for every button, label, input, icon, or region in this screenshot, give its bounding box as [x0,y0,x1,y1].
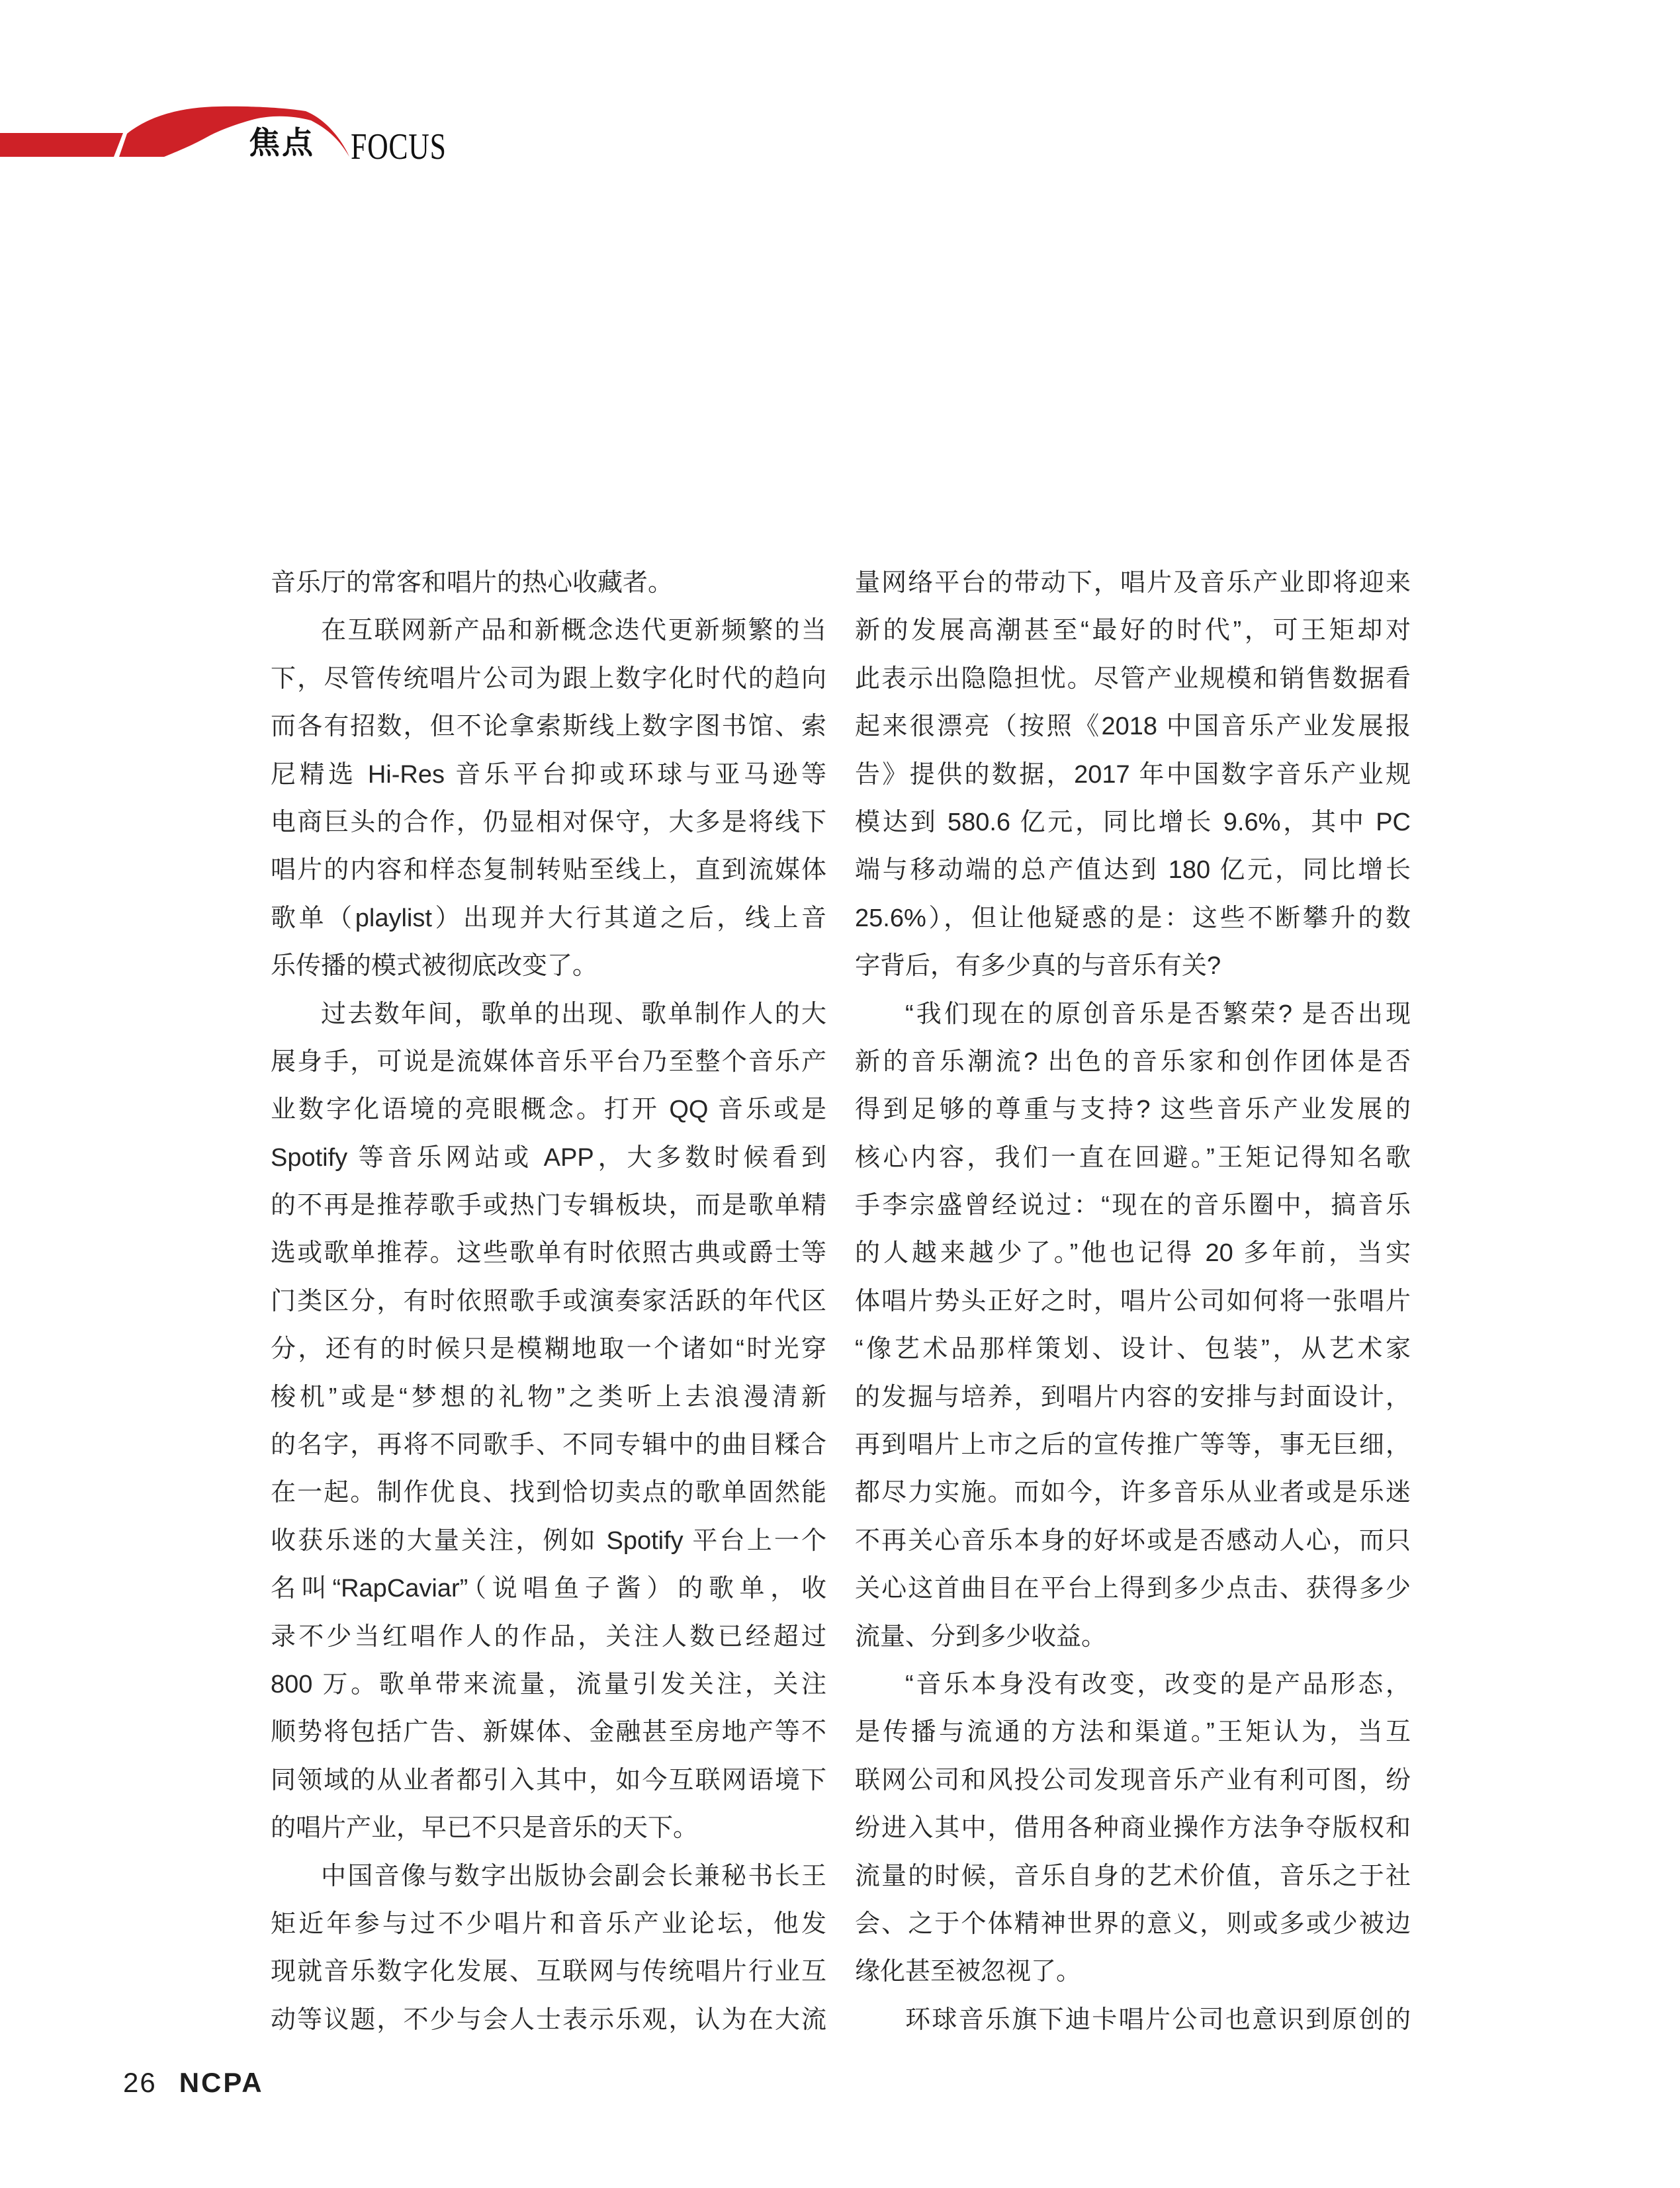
text-line: 同领域的从业者都引入其中，如今互联网语境下 [271,1766,826,1794]
text-line: 梭机”或是“梦想的礼物”之类听上去浪漫清新 [271,1383,826,1411]
text-line: 矩近年参与过不少唱片和音乐产业论坛，他发 [271,1909,826,1938]
text-line: 新的音乐潮流? 出色的音乐家和创作团体是否 [855,1047,1411,1076]
journal-name: NCPA [179,2067,264,2098]
text-line: “我们现在的原创音乐是否繁荣? 是否出现 [905,1000,1411,1028]
text-line: 歌单（playlist）出现并大行其道之后，线上音 [271,904,826,932]
text-line: 下，尽管传统唱片公司为跟上数字化时代的趋向 [271,664,826,693]
text-line: 量网络平台的带动下，唱片及音乐产业即将迎来 [855,569,1411,597]
text-line: 不再关心音乐本身的好坏或是否感动人心，而只 [855,1526,1411,1555]
text-line: 唱片的内容和样态复制转贴至线上，直到流媒体 [271,856,826,885]
text-line: 手李宗盛曾经说过：“现在的音乐圈中，搞音乐 [855,1192,1411,1220]
page-number: 26 [123,2067,157,2098]
text-line: 此表示出隐隐担忧。尽管产业规模和销售数据看 [855,664,1411,693]
text-line: 模达到 580.6 亿元，同比增长 9.6%，其中 PC [855,808,1411,836]
text-line: 起来很漂亮（按照《2018 中国音乐产业发展报 [855,713,1411,741]
text-line: 25.6%），但让他疑惑的是：这些不断攀升的数 [855,904,1411,932]
text-line: 选或歌单推荐。这些歌单有时依照古典或爵士等 [271,1239,826,1268]
text-line: 联网公司和风投公司发现音乐产业有利可图，纷 [855,1766,1411,1794]
text-line: 的名字，再将不同歌手、不同专辑中的曲目糅合 [271,1431,826,1460]
text-line: 收获乐迷的大量关注，例如 Spotify 平台上一个 [271,1526,826,1555]
text-line: 会、之于个体精神世界的意义，则或多或少被边 [855,1909,1411,1938]
text-line: 的不再是推荐歌手或热门专辑板块，而是歌单精 [271,1192,826,1220]
text-line: “像艺术品那样策划、设计、包装”，从艺术家 [855,1335,1411,1364]
text-line: 的唱片产业，早已不只是音乐的天下。 [271,1814,699,1843]
text-line: 新的发展高潮甚至“最好的时代”，可王矩却对 [855,617,1411,645]
text-line: 是传播与流通的方法和渠道。”王矩认为，当互 [855,1718,1411,1747]
text-line: 电商巨头的合作，仍显相对保守，大多是将线下 [271,808,826,836]
text-line: 800 万。歌单带来流量，流量引发关注，关注 [271,1670,826,1698]
text-line: 在一起。制作优良、找到恰切卖点的歌单固然能 [271,1479,826,1507]
text-line: 关心这首曲目在平台上得到多少点击、获得多少 [855,1575,1411,1603]
text-line: 环球音乐旗下迪卡唱片公司也意识到原创的 [905,2005,1411,2034]
text-line: 业数字化语境的亮眼概念。打开 QQ 音乐或是 [271,1096,826,1124]
text-line: 展身手，可说是流媒体音乐平台乃至整个音乐产 [271,1047,826,1076]
text-line: 名叫“RapCaviar”（说唱鱼子酱）的歌单，收 [271,1575,826,1603]
text-line: 动等议题，不少与会人士表示乐观，认为在大流 [271,2005,826,2034]
text-line: 告》提供的数据，2017 年中国数字音乐产业规 [855,760,1411,789]
text-line: 而各有招数，但不论拿索斯线上数字图书馆、索 [271,713,826,741]
text-line: 字背后，有多少真的与音乐有关? [855,952,1221,981]
text-line: 的发掘与培养，到唱片内容的安排与封面设计， [855,1383,1411,1411]
text-line: 现就音乐数字化发展、互联网与传统唱片行业互 [271,1958,826,1986]
section-title-cn: 焦点 [249,125,315,160]
text-line: 都尽力实施。而如今，许多音乐从业者或是乐迷 [855,1479,1411,1507]
text-line: 门类区分，有时依照歌手或演奏家活跃的年代区 [271,1287,826,1315]
text-line: 过去数年间，歌单的出现、歌单制作人的大 [321,1000,826,1028]
text-line: 顺势将包括广告、新媒体、金融甚至房地产等不 [271,1718,826,1747]
text-line: 尼精选 Hi-Res 音乐平台抑或环球与亚马逊等 [271,760,826,789]
text-line: 音乐厅的常客和唱片的热心收藏者。 [271,569,674,597]
section-title-en: FOCUS [351,126,447,167]
text-line: “音乐本身没有改变，改变的是产品形态， [905,1670,1411,1698]
text-line: 体唱片势头正好之时，唱片公司如何将一张唱片 [855,1287,1411,1315]
text-line: 乐传播的模式被彻底改变了。 [271,952,598,981]
text-line: 缘化甚至被忽视了。 [855,1958,1082,1986]
text-line: 核心内容，我们一直在回避。”王矩记得知名歌 [855,1143,1411,1172]
text-line: 端与移动端的总产值达到 180 亿元，同比增长 [855,856,1411,885]
text-line: 分，还有的时候只是模糊地取一个诸如“时光穿 [271,1335,826,1364]
text-line: 纷进入其中，借用各种商业操作方法争夺版权和 [855,1814,1411,1843]
article-column-left [271,559,826,2044]
text-line: 得到足够的尊重与支持? 这些音乐产业发展的 [855,1096,1411,1124]
text-line: 的人越来越少了。”他也记得 20 多年前，当实 [855,1239,1411,1268]
article-column-right [855,559,1411,2044]
header-red-bar [0,133,123,157]
text-line: 再到唱片上市之后的宣传推广等等，事无巨细， [855,1431,1411,1460]
text-line: Spotify 等音乐网站或 APP，大多数时候看到 [271,1143,826,1172]
text-line: 流量、分到多少收益。 [855,1622,1107,1651]
page-footer [123,2067,264,2099]
text-line: 流量的时候，音乐自身的艺术价值，音乐之于社 [855,1862,1411,1890]
text-line: 中国音像与数字出版协会副会长兼秘书长王 [321,1862,826,1890]
text-line: 在互联网新产品和新概念迭代更新频繁的当 [321,617,826,645]
text-line: 录不少当红唱作人的作品，关注人数已经超过 [271,1622,826,1651]
